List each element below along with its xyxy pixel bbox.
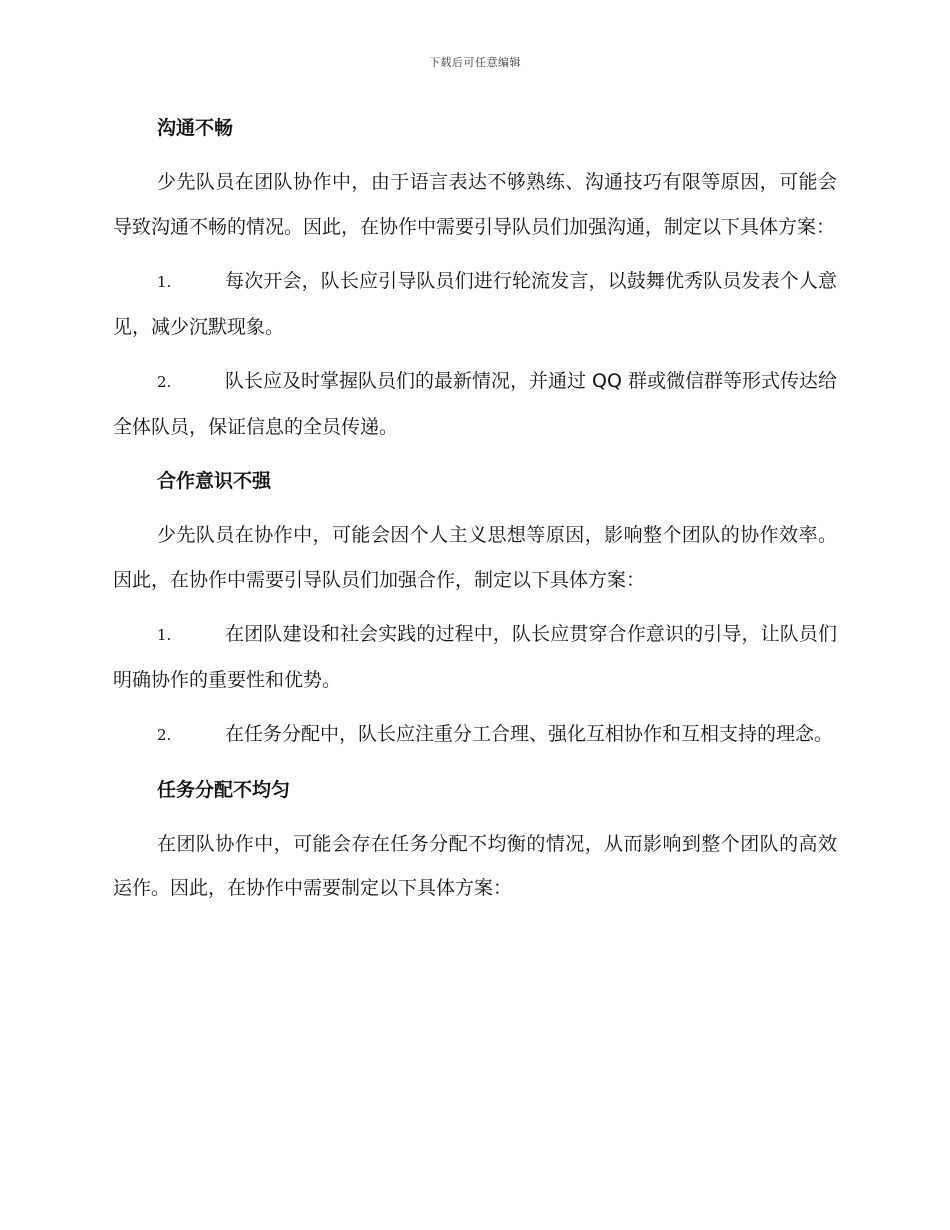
section-paragraph: 在团队协作中，可能会存在任务分配不均衡的情况，从而影响到整个团队的高效运作。因此，在协作中需要制定以下具体方案： — [113, 832, 837, 899]
list-text: 在任务分配中，队长应注重分工合理、强化互相协作和互相支持的理念。 — [225, 723, 834, 745]
list-text: 在团队建设和社会实践的过程中，队长应贯穿合作意识的引导，让队员们明确协作的重要性和优势。 — [113, 623, 837, 691]
list-item — [113, 712, 837, 758]
page-header: 下载后可任意编辑 — [429, 56, 521, 69]
section-paragraph: 少先队员在协作中，可能会因个人主义思想等原因，影响整个团队的协作效率。因此，在协作中需要引导队员们加强合作，制定以下具体方案： — [113, 524, 837, 591]
section-heading: 合作意识不强 — [157, 470, 272, 492]
list-text: 队长应及时掌握队员们的最新情况，并通过 QQ 群或微信群等形式传达给全体队员，保证信息的全员传递。 — [113, 370, 837, 438]
list-text: 每次开会，队长应引导队员们进行轮流发言，以鼓舞优秀队员发表个人意见，减少沉默现象。 — [113, 270, 837, 338]
document-body — [113, 106, 837, 921]
section-heading: 任务分配不均匀 — [157, 778, 291, 801]
list-number: 1. — [157, 273, 172, 291]
section-paragraph: 少先队员在团队协作中，由于语言表达不够熟练、沟通技巧有限等原因，可能会导致沟通不畅的情况。因此，在协作中需要引导队员们加强沟通，制定以下具体方案： — [113, 171, 837, 238]
section-heading: 沟通不畅 — [157, 117, 234, 139]
list-number: 2. — [157, 373, 172, 391]
list-item — [113, 612, 837, 702]
list-item — [113, 359, 837, 449]
list-item — [113, 259, 837, 349]
list-number: 1. — [157, 626, 172, 644]
list-number: 2. — [157, 726, 172, 744]
